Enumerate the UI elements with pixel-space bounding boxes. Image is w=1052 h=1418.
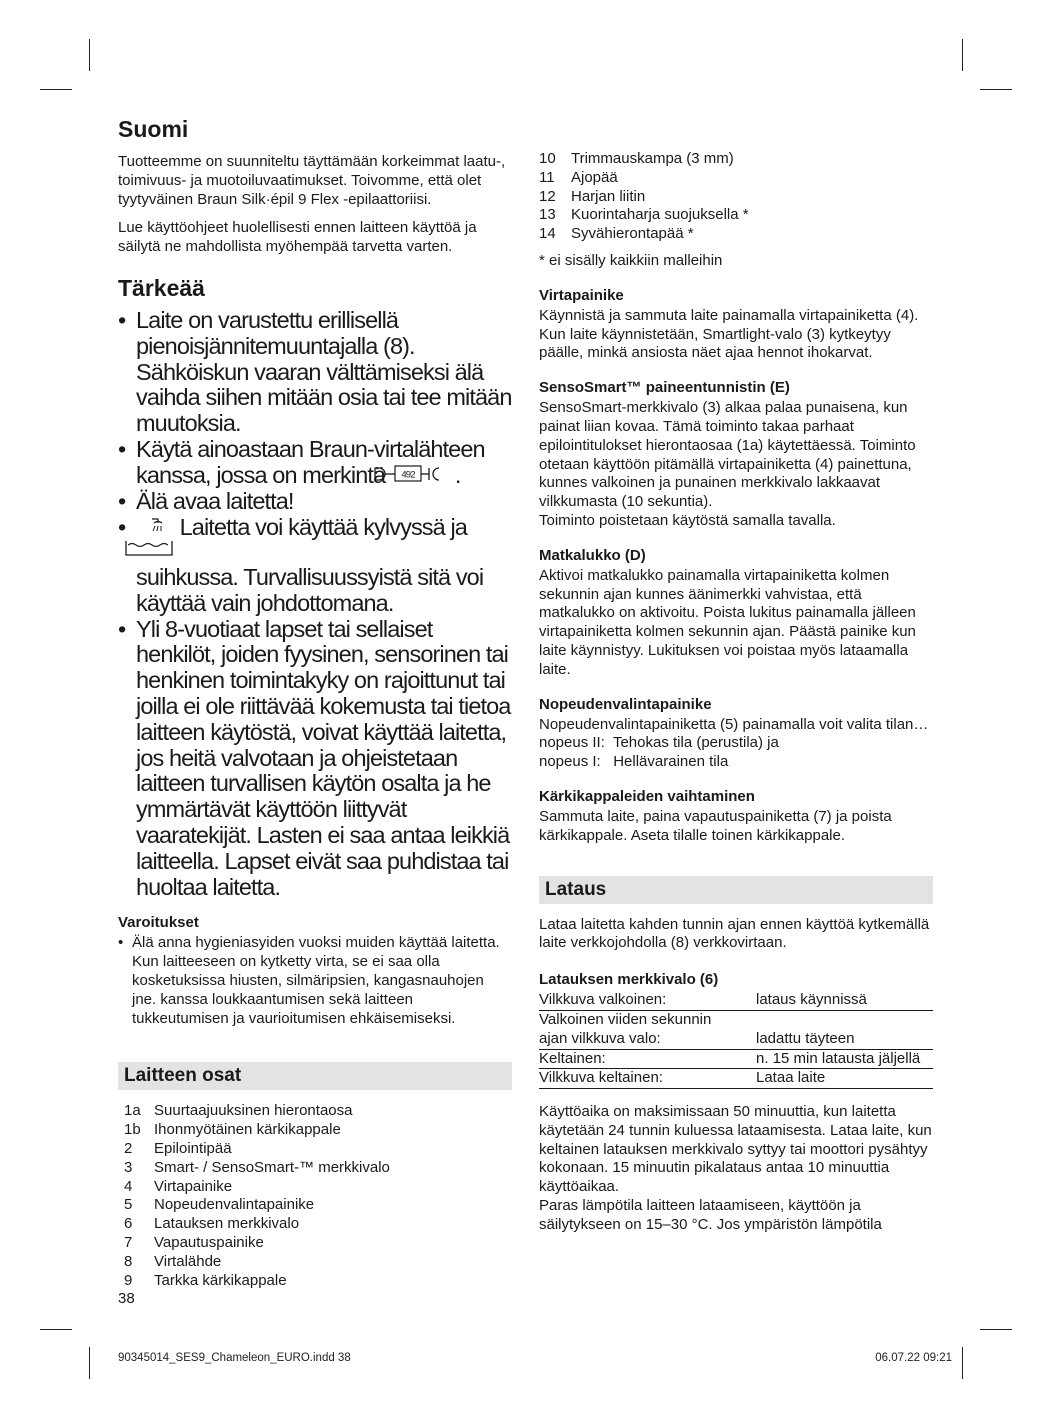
power-symbol-label: 492	[401, 469, 415, 481]
table-row: Keltainen: n. 15 min latausta jäljellä	[539, 1049, 933, 1069]
crop-mark	[40, 89, 72, 90]
crop-mark	[962, 39, 963, 71]
section-heading: SensoSmart™ paineentunnistin (E)	[539, 379, 790, 397]
section	[539, 547, 933, 680]
important-item: • Laite on varustettu erillisellä pienoisjännitemuuntajalla (8). Sähköiskun vaaran välttämiseksi älä vaihda siihen mitään osia tai tee mitään muutoksia.	[118, 306, 512, 437]
important-list	[118, 308, 512, 900]
part-item: 9 Tarkka kärkikappale	[124, 1271, 287, 1289]
section-body: Aktivoi matkalukko painamalla virtapainiketta kolmen sekunnin ajan kunnes äänimerkki vahvistaa, että matkalukko on aktivoitu. Poista lukitus painamalla jälleen virtapainiketta kolmen sekunnin ajan. Päästä painike kun laite käynnistyy. Lukituksen voi poistaa myös lataamalla laite.	[539, 566, 916, 678]
warnings-heading: Varoitukset	[118, 914, 199, 932]
footer-file: 90345014_SES9_Chameleon_EURO.indd 38	[118, 1352, 351, 1364]
table-row: Vilkkuva valkoinen: lataus käynnissä	[539, 991, 933, 1010]
bath-shower-icon	[142, 515, 174, 565]
crop-mark	[962, 1347, 963, 1379]
charging-intro: Lataa laitetta kahden tunnin ajan ennen käyttöä kytkemällä laite verkkojohdolla (8) verkkovirtaan.	[539, 915, 930, 952]
part-item: 13 Kuorintaharja suojuksella *	[539, 206, 749, 224]
footer-date: 06.07.22 09:21	[875, 1352, 952, 1364]
section	[539, 287, 933, 363]
section-heading: Matkalukko (D)	[539, 546, 646, 564]
important-item: • Laitetta voi käyttää kylvyssä ja suihkussa. Turvallisuussyistä sitä voi käyttää vain johdottomana.	[118, 514, 484, 616]
section-body: Käynnistä ja sammuta laite painamalla virtapainiketta (4). Kun laite käynnistetään, Smartlight-valo (3) kytkeytyy päälle, minkä ansiosta näet ajaa hennot ihokarvat.	[539, 306, 919, 362]
important-heading: Tärkeää	[118, 274, 205, 301]
warnings-list	[118, 934, 512, 1028]
warning-item: • Älä anna hygieniasyiden vuoksi muiden käyttää laitetta. Kun laitteeseen on kytketty virta, se ei saa olla kosketuksissa hiusten, silmäripsien, kangasnauhojen jne. kanssa loukkaantumisen sekä laitteen tukkeutumisen ja vaurioitumisen ehkäisemiseksi.	[118, 934, 500, 1027]
power-supply-symbol-icon	[391, 464, 455, 490]
part-item: 1b Ihonmyötäinen kärkikappale	[124, 1121, 341, 1139]
table-row: Valkoinen viiden sekunnin ajan vilkkuva valo: ladattu täyteen	[539, 1010, 933, 1049]
crop-mark	[89, 39, 90, 71]
section-heading: Kärkikappaleiden vaihtaminen	[539, 787, 755, 805]
parts-list	[118, 1102, 512, 1290]
important-item: • Käytä ainoastaan Braun-virtalähteen kanssa, jossa on merkintä 492 .	[118, 435, 485, 488]
section	[539, 788, 933, 846]
part-item: 7 Vapautuspainike	[124, 1233, 264, 1251]
charging-indicator-heading: Latauksen merkkivalo (6)	[539, 971, 719, 989]
intro-paragraph: Tuotteemme on suunniteltu täyttämään korkeimmat laatu-, toimivuus- ja muotoiluvaatimukset. Toivomme, että olet tyytyväinen Braun Silk·épil 9 Flex -epilaattoriisi.	[118, 153, 506, 208]
section-body: Sammuta laite, paina vapautuspainiketta (7) ja poista kärkikappale. Aseta tilalle toinen kärkikappale.	[539, 807, 892, 844]
left-column	[118, 110, 512, 1290]
section-heading: Virtapainike	[539, 286, 624, 304]
section	[539, 696, 933, 772]
section	[539, 379, 933, 531]
part-item: 11 Ajopää	[539, 168, 618, 186]
page-title: Suomi	[118, 116, 189, 142]
section-body: SensoSmart-merkkivalo (3) alkaa palaa punaisena, kun painat liian kovaa. Tämä toiminto takaa parhaat epilointitulokset hierontaosaa (1a) käytettäessä. Toiminto otetaan käyttöön pitämällä virtapainiketta (4) painettuna, kunnes valkoinen ja punainen merkkivalo lakkaavat vilkkumasta (10 sekuntia). Toiminto poistetaan käytöstä samalla tavalla.	[539, 399, 916, 529]
part-item: 12 Harjan liitin	[539, 187, 646, 205]
crop-mark	[980, 89, 1012, 90]
parts-heading: Laitteen osat	[118, 1062, 512, 1090]
parts-footnote: * ei sisälly kaikkiin malleihin	[539, 251, 723, 269]
part-item: 5 Nopeudenvalintapainike	[124, 1196, 315, 1214]
section-body: Nopeudenvalintapainiketta (5) painamalla voit valita tilan… nopeus II: Tehokas tila (perustila) ja nopeus I: Hellävarainen tila	[539, 715, 929, 771]
part-item: 14 Syvähierontapää *	[539, 225, 694, 243]
part-item: 8 Virtalähde	[124, 1252, 222, 1270]
important-item: • Älä avaa laitetta!	[118, 488, 294, 515]
intro-paragraph: Lue käyttöohjeet huolellisesti ennen laitteen käyttöä ja säilytä ne mahdollista myöhempää tarvetta varten.	[118, 219, 477, 256]
charging-indicator-table	[539, 991, 933, 1089]
right-column	[539, 150, 933, 1245]
charging-heading: Lataus	[539, 876, 933, 904]
part-item: 1a Suurtaajuuksinen hierontaosa	[124, 1102, 353, 1120]
crop-mark	[89, 1347, 90, 1379]
important-item-period: .	[454, 461, 461, 488]
part-item: 2 Epilointipää	[124, 1139, 232, 1157]
charging-body: Käyttöaika on maksimissaan 50 minuuttia, kun laitetta käytetään 24 tunnin kuluessa lataamisesta. Lataa laite, kun keltainen latauksen merkkivalo syttyy tai moottori pysähtyy kokonaan. 15 minuutin pikalataus antaa 10 minuuttia käyttöaikaa. Paras lämpötila laitteen lataamiseen, käyttöön ja säilytykseen on 15–30 °C. Jos ympäristön lämpötila	[539, 1103, 932, 1233]
part-item: 10 Trimmauskampa (3 mm)	[539, 150, 734, 167]
crop-mark	[40, 1329, 72, 1330]
part-item: 3 Smart- / SensoSmart-™ merkkivalo	[124, 1158, 390, 1176]
part-item: 6 Latauksen merkkivalo	[124, 1215, 300, 1233]
table-row: Vilkkuva keltainen: Lataa laite	[539, 1069, 933, 1089]
page-number: 38	[118, 1290, 135, 1307]
parts-list-continued	[539, 150, 933, 244]
crop-mark	[980, 1329, 1012, 1330]
part-item: 4 Virtapainike	[124, 1177, 233, 1195]
important-item: • Yli 8-vuotiaat lapset tai sellaiset henkilöt, joiden fyysinen, sensorinen tai henkinen toimintakyky on rajoittunut tai joilla ei ole riittävää kokemusta tai tietoa laitteen käytöstä, voivat käyttää laitetta, jos heitä valvotaan ja ohjeistetaan laitteen turvallisen käytön osalta ja he ymmärtävät käyttöön liittyvät vaaratekijät. Lasten ei saa antaa leikkiä laitteella. Lapset eivät saa puhdistaa tai huoltaa laitetta.	[118, 615, 511, 900]
section-heading: Nopeudenvalintapainike	[539, 695, 712, 713]
